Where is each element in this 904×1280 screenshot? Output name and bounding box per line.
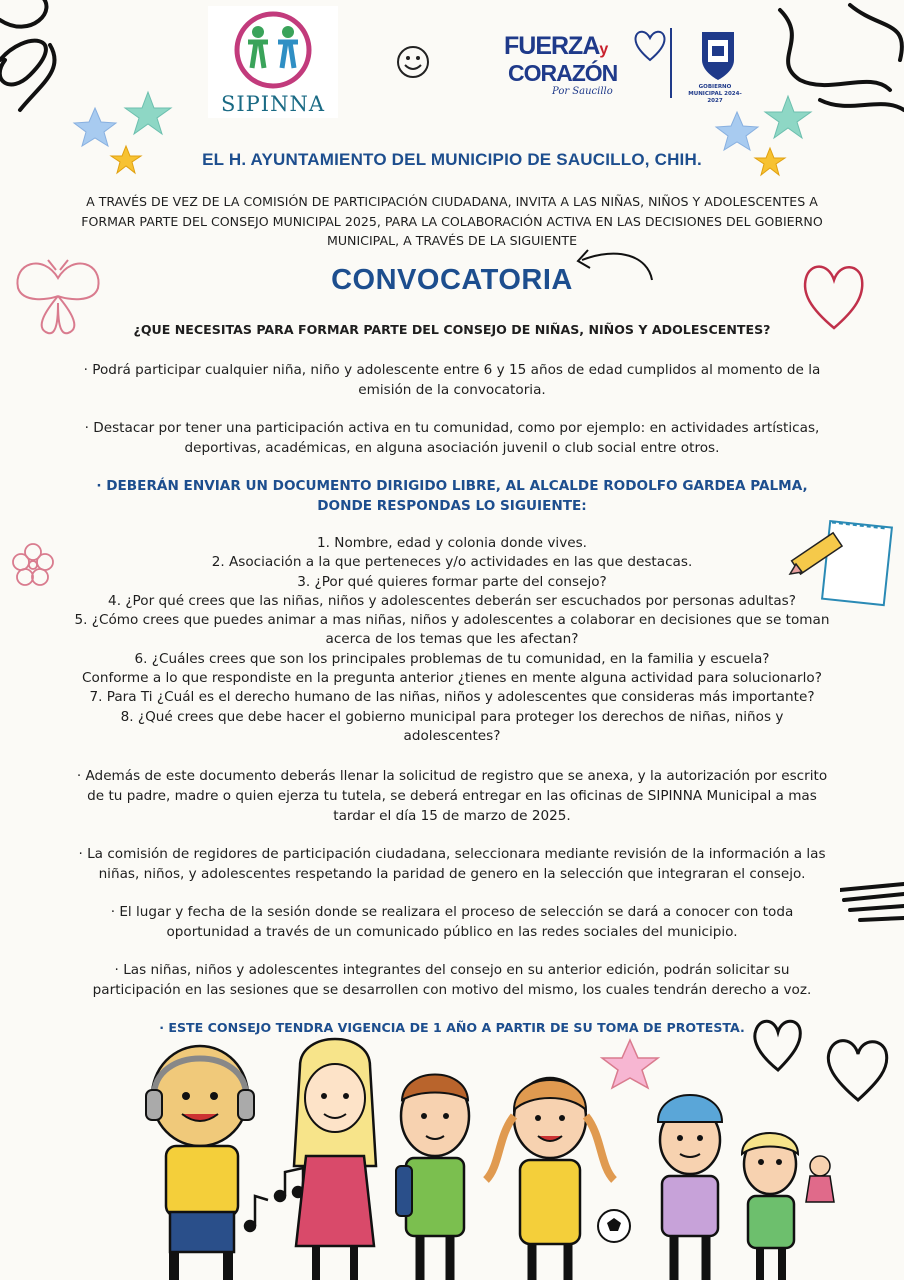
selection-paragraph: · La comisión de regidores de participación ciudadana, seleccionara mediante revisión de la información a las niñas, niños, y adolescentes respetando la paridad de genero en la selección que integraran el consejo. [78, 846, 826, 882]
list-item: 3. ¿Por qué quieres formar parte del consejo? [297, 573, 607, 590]
previous-members-paragraph: · Las niñas, niños y adolescentes integrantes del consejo en su anterior edición, podrán solicitar su participación en las sesiones que se desarrollen con motivo del mismo, los cuales tendrán derecho a voz. [92, 962, 812, 998]
kid-small-girl-icon [742, 1133, 798, 1280]
sipinna-emblem-icon [208, 6, 338, 96]
fuerza-corazon-logo [500, 22, 750, 102]
smiley-icon [394, 44, 432, 80]
soccer-ball-icon [598, 1210, 630, 1242]
kid-backpack-boy-icon [396, 1075, 469, 1280]
scribble-right-middle [840, 880, 904, 930]
validity-paragraph: · ESTE CONSEJO TENDRA VIGENCIA DE 1 AÑO A PARTIR DE SU TOMA DE PROTESTA. [159, 1020, 745, 1035]
list-item: 6. ¿Cuáles crees que son los principales problemas de tu comunidad, en la familia y escuela? [134, 650, 770, 667]
sipinna-wordmark: SIPINNA [220, 92, 326, 116]
logo-tagline: Por Saucillo [552, 86, 613, 97]
music-notes-icon [245, 1168, 303, 1231]
registration-paragraph: · Además de este documento deberás llenar la solicitud de registro que se anexa, y la autorización por escrito de tu padre, madre o quien ejerza tu tutela, se deberá entregar en las oficinas de SIPINNA Municipal a mas tardar el día 15 de marzo de 2025. [76, 768, 828, 824]
page-title: EL H. AYUNTAMIENTO DEL MUNICIPIO DE SAUCILLO, CHIH. [202, 150, 702, 169]
list-item: 1. Nombre, edad y colonia donde vives. [316, 535, 588, 551]
sipinna-logo [208, 6, 338, 118]
intro-text: A TRAVÉS DE VEZ DE LA COMISIÓN DE PARTICIPACIÓN CIUDADANA, INVITA A LAS NIÑAS, NIÑOS Y ADOLESCENTES A FORMAR PARTE DEL CONSEJO MUNICIPAL 2025, PARA LA COLABORACIÓN ACTIVA EN LAS DECISIONES DEL GOBIERNO MUNICIPAL, A TRAVÉS DE LA SIGUIENTE [81, 194, 823, 248]
kid-cap-boy-icon [658, 1095, 722, 1280]
heart-icon [800, 258, 868, 332]
convocatoria-heading: CONVOCATORIA [331, 264, 573, 296]
heart-outline-icon [632, 28, 668, 62]
list-item: 7. Para Ti ¿Cuál es el derecho humano de las niñas, niños y adolescentes que consideras más importante? [89, 689, 815, 706]
requirement-age: · Podrá participar cualquier niña, niño y adolescente entre 6 y 15 años de edad cumplidos al momento de la emisión de la convocatoria. [83, 362, 821, 398]
requirement-participation: · Destacar por tener una participación activa en tu comunidad, como por ejemplo: en actividades artísticas, deportivas, académicas, en alguna asociación juvenil o club social entre otros. [84, 420, 820, 456]
pink-star-icon [602, 1040, 658, 1088]
logo-line-2: CORAZÓN [508, 60, 618, 86]
session-paragraph: · El lugar y fecha de la sesión donde se realizara el proceso de selección se dará a conocer con toda oportunidad a través de un comunicado público en las redes sociales del municipio. [110, 904, 794, 940]
logo-caption: GOBIERNO MUNICIPAL 2024-2027 [688, 84, 742, 104]
list-item: 8. ¿Qué crees que debe hacer el gobierno municipal para proteger los derechos de niñas, niños y adolescentes? [120, 708, 784, 744]
list-item: 5. ¿Cómo crees que puedes animar a mas niñas, niños y adolescentes a colaborar en decisiones que se toman acerca de los temas que les afectan? [74, 612, 830, 648]
logo-divider [670, 28, 672, 98]
kid-blonde-girl-icon [294, 1039, 376, 1280]
list-item: 4. ¿Por qué crees que las niñas, niños y adolescentes deberán ser escuchados por personas adultas? [108, 592, 796, 609]
kid-braids-girl-icon [486, 1078, 614, 1280]
requirement-document: · DEBERÁN ENVIAR UN DOCUMENTO DIRIGIDO LIBRE, AL ALCALDE RODOLFO GARDEA PALMA, DONDE RESPONDAS LO SIGUIENTE: [96, 478, 808, 514]
stars-right-icon [712, 92, 822, 187]
municipal-seal-icon [698, 26, 738, 82]
doll-icon [806, 1156, 834, 1202]
list-item: Conforme a lo que respondiste en la pregunta anterior ¿tienes en mente alguna actividad para solucionarlo? [82, 670, 822, 687]
flower-icon [10, 542, 56, 588]
list-item: 2. Asociación a la que perteneces y/o actividades en las que destacas. [211, 554, 693, 571]
requirements-question: ¿QUE NECESITAS PARA FORMAR PARTE DEL CONSEJO DE NIÑAS, NIÑOS Y ADOLESCENTES? [133, 322, 771, 337]
children-illustration [130, 1036, 850, 1280]
questions-list [70, 534, 834, 746]
kid-headphones-icon [146, 1046, 254, 1280]
logo-line-1: FUERZAy [504, 32, 608, 60]
